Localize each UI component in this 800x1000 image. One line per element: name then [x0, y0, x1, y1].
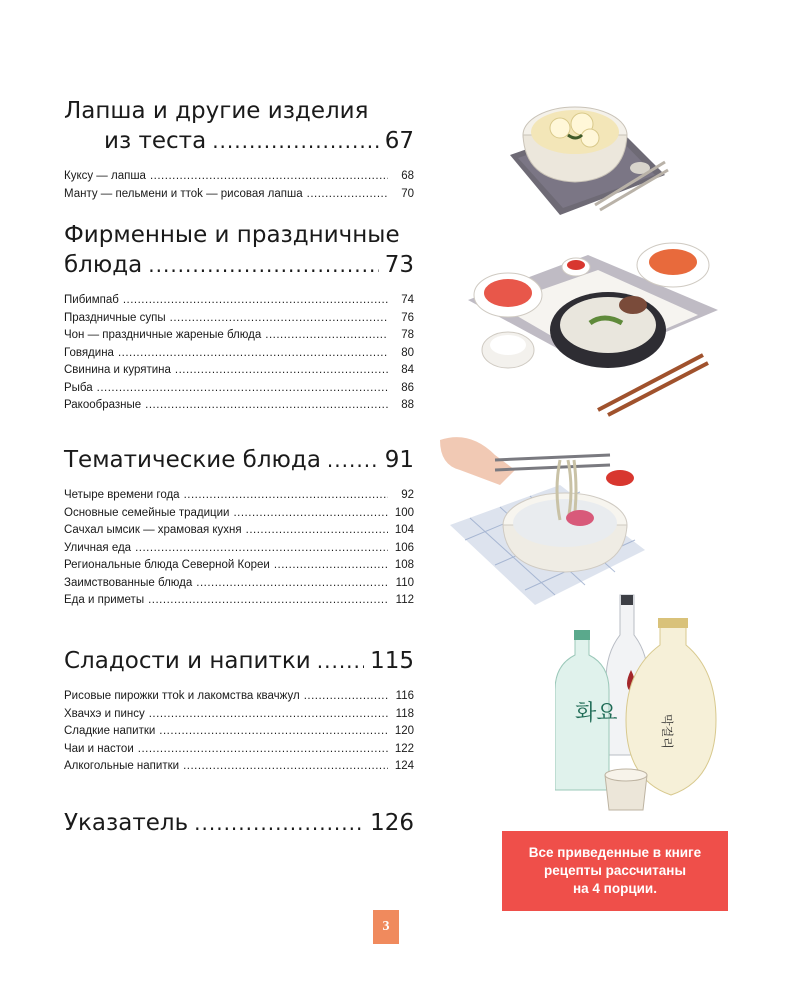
- dot-leader: [233, 505, 388, 523]
- entry-label: Говядина: [64, 346, 114, 359]
- toc-section-sweets: [64, 646, 414, 776]
- toc-entry: [64, 505, 414, 523]
- section-title-line2: из теста: [104, 128, 207, 154]
- dot-leader: [150, 168, 388, 186]
- entry-page: 86: [401, 381, 414, 394]
- section-title-line1: Сладости и напитки: [64, 648, 311, 674]
- section-title: [64, 96, 414, 156]
- toc-entry: [64, 397, 414, 415]
- toc-entry: [64, 557, 414, 575]
- entry-label: Пибимпаб: [64, 294, 119, 306]
- entry-page: 120: [394, 725, 414, 737]
- entry-label: Рыба: [64, 381, 93, 394]
- entry-page: 104: [394, 524, 414, 536]
- dot-leader: [265, 327, 388, 345]
- entry-page: 92: [401, 489, 414, 501]
- portion-notice: [502, 831, 728, 911]
- page-number-badge: [373, 910, 399, 944]
- entry-page: 74: [401, 294, 414, 306]
- entry-page: 118: [395, 707, 414, 720]
- toc-entry: [64, 575, 414, 593]
- dot-leader: [170, 310, 388, 328]
- entry-label: Четыре времени года: [64, 489, 180, 501]
- entry-label: Праздничные супы: [64, 311, 166, 324]
- entry-label: Сладкие напитки: [64, 725, 156, 737]
- notice-line: Все приведенные в книге: [528, 845, 702, 860]
- section-page: 91: [384, 447, 414, 473]
- section-page: 115: [370, 648, 414, 674]
- entry-label: Рисовые пирожки ттоk и лакомства квачжул: [64, 690, 300, 702]
- entry-label: Алкогольные напитки: [64, 760, 180, 772]
- korean-alcohol-bottles-illustration: [555, 590, 730, 820]
- section-title: [64, 808, 414, 838]
- section-page: 73: [384, 252, 414, 278]
- entry-label: Сачхал ымсик — храмовая кухня: [64, 524, 242, 536]
- toc-entry: [64, 310, 414, 328]
- entry-label: Региональные блюда Северной Кореи: [64, 559, 270, 571]
- entry-label: Ракообразные: [64, 399, 142, 411]
- toc-entry: [64, 688, 414, 706]
- dot-leader: [145, 397, 388, 415]
- entry-page: 76: [401, 311, 414, 324]
- toc-entry: [64, 292, 414, 310]
- dot-leader: [327, 445, 379, 475]
- toc-entry: [64, 522, 414, 540]
- section-title-line1: Указатель: [64, 810, 189, 836]
- toc-entry: [64, 345, 414, 363]
- entry-page: 108: [394, 559, 414, 571]
- entry-page: 124: [394, 760, 414, 772]
- section-title-line1: Тематические блюда: [64, 447, 321, 473]
- entry-page: 122: [394, 742, 414, 755]
- section-page: 67: [384, 128, 414, 154]
- toc-entry: [64, 380, 414, 398]
- entry-page: 106: [394, 541, 414, 554]
- dot-leader: [138, 741, 388, 759]
- entry-label: Чаи и настои: [64, 742, 134, 755]
- toc-entry: [64, 706, 414, 724]
- festive-meal-illustration: [468, 235, 718, 420]
- svg-text:막걸리: 막걸리: [660, 714, 674, 749]
- section-title: [64, 220, 414, 280]
- toc-entry: [64, 540, 414, 558]
- entry-page: 84: [401, 364, 414, 376]
- notice-line: на 4 порции.: [573, 881, 657, 896]
- entry-page: 78: [401, 329, 414, 341]
- entry-label: Еда и приметы: [64, 594, 145, 606]
- entry-list: [64, 487, 414, 610]
- entry-label: Чон — праздничные жареные блюда: [64, 329, 262, 341]
- dot-leader: [246, 522, 388, 540]
- notice-line: рецепты рассчитаны: [544, 863, 686, 878]
- toc-entry: [64, 723, 414, 741]
- dot-leader: [159, 723, 388, 741]
- toc-section-noodles: [64, 96, 414, 203]
- dot-leader: [194, 808, 364, 838]
- dot-leader: [148, 592, 388, 610]
- dot-leader: [149, 706, 388, 724]
- toc-section-festive: [64, 220, 414, 415]
- entry-page: 116: [395, 690, 414, 702]
- noodle-soup-bowl-illustration: [500, 80, 670, 220]
- dot-leader: [148, 250, 378, 280]
- dot-leader: [183, 758, 388, 776]
- dot-leader: [123, 292, 388, 310]
- toc-entry: [64, 758, 414, 776]
- dot-leader: [135, 540, 388, 558]
- entry-label: Хвачхэ и пинсу: [64, 707, 145, 720]
- toc-entry: [64, 741, 414, 759]
- entry-label: Основные семейные традиции: [64, 506, 230, 519]
- toc-entry: [64, 362, 414, 380]
- dot-leader: [175, 362, 388, 380]
- entry-page: 110: [395, 576, 414, 589]
- section-title-line2: блюда: [64, 252, 143, 278]
- entry-label: Манту — пельмени и ттоk — рисовая лапша: [64, 187, 303, 200]
- toc-entry: [64, 592, 414, 610]
- dot-leader: [304, 688, 388, 706]
- section-page: 126: [370, 810, 414, 836]
- entry-page: 100: [394, 506, 414, 519]
- dot-leader: [97, 380, 388, 398]
- entry-page: 80: [401, 346, 414, 359]
- toc-entry: [64, 327, 414, 345]
- toc-entry: [64, 487, 414, 505]
- dot-leader: [196, 575, 388, 593]
- dot-leader: [274, 557, 388, 575]
- dot-leader: [118, 345, 388, 363]
- dot-leader: [184, 487, 388, 505]
- dot-leader: [307, 186, 388, 204]
- section-title: [64, 445, 414, 475]
- entry-list: [64, 292, 414, 415]
- entry-label: Заимствованные блюда: [64, 576, 193, 589]
- entry-label: Куксу — лапша: [64, 170, 146, 182]
- toc-section-index: [64, 808, 414, 838]
- cold-noodles-illustration: [440, 430, 650, 615]
- entry-list: [64, 168, 414, 203]
- entry-page: 112: [395, 594, 414, 606]
- dot-leader: [317, 646, 364, 676]
- entry-label: Уличная еда: [64, 541, 132, 554]
- page-number: 3: [382, 919, 390, 934]
- toc-entry: [64, 186, 414, 204]
- section-title: [64, 646, 414, 676]
- dot-leader: [212, 126, 379, 156]
- entry-label: Свинина и курятина: [64, 364, 171, 376]
- entry-page: 70: [401, 187, 414, 200]
- toc-section-thematic: [64, 445, 414, 610]
- entry-page: 88: [401, 399, 414, 411]
- svg-text:화요: 화요: [575, 701, 618, 726]
- entry-list: [64, 688, 414, 776]
- toc-entry: [64, 168, 414, 186]
- section-title-line1: Фирменные и праздничные: [64, 222, 400, 248]
- entry-page: 68: [401, 170, 414, 182]
- section-title-line1: Лапша и другие изделия: [64, 98, 369, 124]
